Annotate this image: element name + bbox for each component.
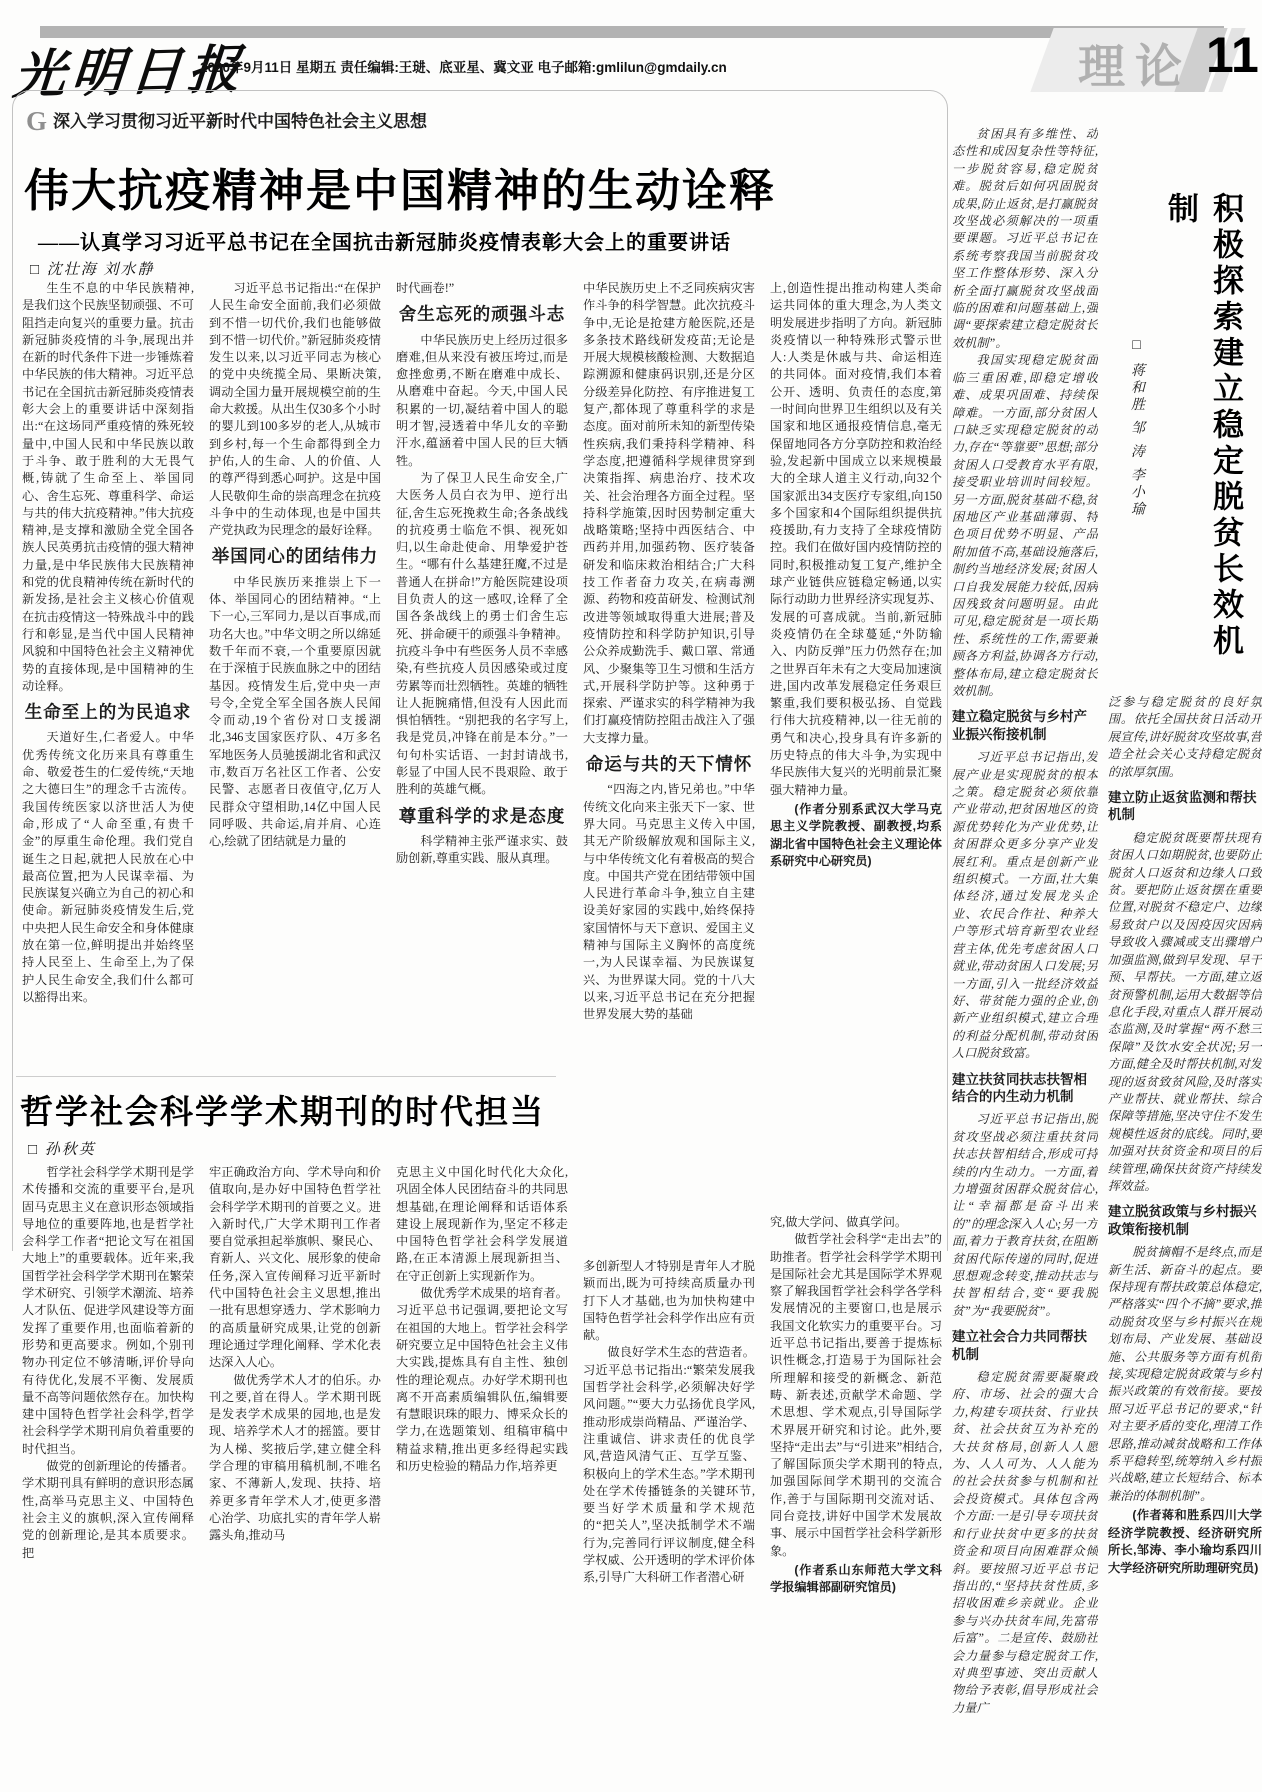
paragraph: 习近平总书记指出:“在保护人民生命安全面前,我们必须做到不惜一切代价,我们也能够做到不惜一切代价。”新冠肺炎疫情发生以来,以习近平同志为核心的党中央统揽全局、果断决策,调动全国力量开展规模空前的生命大救援。从出生仅30多个小时的婴儿到100多岁的老人,从城市到乡村,每一个生命都得到全力护佑,人的生命、人的价值、人的尊严得到悉心呵护。这是中国人民敬仰生命的崇高理念在抗疫斗争中的生动体现,也是中国共产党执政为民理念的最好诠释。 — [209, 281, 381, 538]
bottom-column-3 — [396, 1164, 568, 1784]
paragraph: “四海之内,皆兄弟也。”中华传统文化向来主张天下一家、世界大同。马克思主义传入中国,其无产阶级解放观和国际主义,与中华传统文化有着极高的契合度。中国共产党在团结带领中国人民进行革命斗争,独立自主建设美好家园的实践中,始终保持家国情怀与天下意识、爱国主义精神与国际主义胸怀的高度统一,为人民谋幸福、为民族谋复兴、为世界谋大同。党的十八大以来,习近平总书记在充分把握世界发展大势的基础 — [583, 782, 755, 1022]
paragraph: 生生不息的中华民族精神,是我们这个民族坚韧顽强、不可阻挡走向复兴的重要力量。抗击新冠肺炎疫情的斗争,展现出并在新的时代条件下进一步锤炼着中华民族的伟大精神。习近平总书记在全国抗击新冠肺炎疫情表彰大会上的重要讲话中深刻指出:“在这场同严重疫情的殊死较量中,中国人民和中华民族以敢于斗争、敢于胜利的大无畏气概,铸就了生命至上、举国同心、舍生忘死、尊重科学、命运与共的伟大抗疫精神。”伟大抗疫精神,是支撑和激励全党全国各族人民英勇抗击疫情的强大精神力量,是中华民族伟大民族精神和党的优良精神传统在新时代的新发扬,是社会主义核心价值观在抗击疫情这一特殊战斗中的践行和彰显,是当代中国人民精神风貌和中国特色社会主义精神优势的直接体现,是中国精神的生动诠释。 — [22, 281, 194, 693]
section-head: 命运与共的天下情怀 — [585, 754, 753, 775]
paragraph: 稳定脱贫既要帮扶现有贫困人口如期脱贫,也要防止脱贫人口返贫和边缘人口致贫。要把防止返贫摆在重要位置,对脱贫不稳定户、边缘易致贫户以及因疫因灾因病导致收入骤减或支出骤增户加强监测,做到早发现、早干预、早帮扶。一方面,建立返贫预警机制,运用大数据等信息化手段,对重点人群开展动态监测,及时掌握“两不愁三保障”及饮水安全状况;另一方面,健全及时帮扶机制,对发现的返贫致贫风险,及时落实产业帮扶、就业帮扶、综合保障等措施,坚决守住不发生规模性返贫的底线。同时,要加强对扶贫资金和项目的后续管理,确保扶贫资产持续发挥效益。 — [1108, 830, 1262, 1193]
section-head: 生命至上的为民追求 — [24, 702, 192, 723]
paragraph: 习近平总书记指出,发展产业是实现脱贫的根本之策。稳定脱贫必须依靠产业带动,把贫困地区的资源优势转化为产业优势,让贫困群众更多分享产业发展红利。重点是创新产业组织模式。一方面,壮大集体经济,通过发展龙头企业、农民合作社、种养大户等形式培育新型农业经营主体,优先考虑贫困人口就业,带动贫困人口发展;另一方面,引入一批经济效益好、带贫能力强的企业,创新产业组织模式,建立合理的利益分配机制,带动贫困人口脱贫致富。 — [952, 750, 1098, 1061]
bottom-column-1 — [22, 1164, 194, 1784]
paragraph: 牢正确政治方向、学术导向和价值取向,是办好中国特色哲学社会科学学术期刊的首要之义。进入新时代,广大学术期刊工作者要自觉承担起举旗帜、聚民心、育新人、兴文化、展形象的使命任务,深入宣传阐释习近平新时代中国特色社会主义思想,推出一批有思想穿透力、学术影响力的高质量研究成果,让党的创新理论通过学理化阐释、学术化表达深入人心。 — [209, 1165, 381, 1370]
paragraph: 上,创造性提出推动构建人类命运共同体的重大理念,为人类文明发展进步指明了方向。新冠肺炎疫情以一种特殊形式警示世人:人类是休戚与共、命运相连的共同体。面对疫情,我们本着公开、透明、负责任的态度,第一时间向世界卫生组织以及有关国家和地区通报疫情信息,毫无保留地同各方分享防控和救治经验,发起新中国成立以来规模最大的全球人道主义行动,向32个国家派出34支医疗专家组,向150多个国家和4个国际组织提供抗疫援助,有力支持了全球疫情防控。我们在做好国内疫情防控的同时,积极推动复工复产,维护全球产业链供应链稳定畅通,以实际行动助力世界经济实现复苏、发展的可喜成就。当前,新冠肺炎疫情仍在全球蔓延,“外防输入、内防反弹”压力仍然存在;加之世界百年未有之大变局加速演进,国内改革发展稳定任务艰巨繁重,我们要积极弘扬、自觉践行伟大抗疫精神,以一往无前的勇气和决心,投身具有许多新的历史特点的伟大斗争,为实现中华民族伟大复兴的光明前景汇聚强大精神力量。 — [770, 281, 942, 797]
paragraph: 究,做大学问、做真学问。 — [770, 1215, 908, 1229]
page-number: 11 — [1206, 27, 1259, 83]
bottom-article-title: 哲学社会科学学术期刊的时代担当 — [20, 1095, 545, 1131]
sidebar-title-vertical: 积极探索建立稳定脱贫长效机制 — [1163, 192, 1243, 660]
sidebar-byline-vertical: □ 蒋和胜 邹 涛 李小瑜 — [1129, 338, 1144, 518]
section-label: 理论 — [1078, 42, 1192, 94]
paragraph: 做优秀学术成果的培育者。习近平总书记强调,要把论文写在祖国的大地上。哲学社会科学研究要立足中国特色社会主义伟大实践,提炼具有自主性、独创性的理论观点。办好学术期刊也离不开高素质编辑队伍,编辑要有慧眼识珠的眼力、博采众长的学力,在选题策划、组稿审稿中精益求精,推出更多经得起实践和历史检验的精品力作,培养更 — [396, 1286, 568, 1474]
bottom-article-divider — [16, 1076, 556, 1077]
bottom-column-2 — [209, 1164, 381, 1784]
paragraph: 稳定脱贫需要凝聚政府、市场、社会的强大合力,构建专项扶贫、行业扶贫、社会扶贫互为补充的大扶贫格局,创新人人愿为、人人可为、人人能为的社会扶贫参与机制和社会投资模式。具体包含两个方面:一是引导专项扶贫和行业扶贫中更多的扶贫资金和项目向困难群众倾斜。要按照习近平总书记指出的,“坚持扶贫性质,多招收困难乡亲就业。企业参与兴办扶贫车间,先富带后富”。二是宣传、鼓励社会力量参与稳定脱贫工作,对典型事迹、突出贡献人物给予表彰,倡导形成社会力量广 — [952, 1370, 1098, 1715]
paragraph: 哲学社会科学学术期刊是学术传播和交流的重要平台,是巩固马克思主义在意识形态领域指导地位的重要阵地,也是哲学社会科学工作者“把论文写在祖国大地上”的重要载体。近年来,我国哲学社会科学学术期刊在繁荣学术研究、引领学术潮流、培养人才队伍、促进学风建设等方面发挥了重要作用,也面临着新的形势和更高要求。例如,个别刊物办刊定位不够清晰,评价导向有待优化,发展不平衡、发展质量不高等问题依然存在。加快构建中国特色哲学社会科学,哲学社会科学学术期刊肩负着重要的时代担当。 — [22, 1165, 194, 1456]
author-credit: (作者系山东师范大学文科学报编辑部副研究馆员) — [770, 1562, 942, 1595]
sidebar-column-a — [952, 126, 1098, 1786]
eyebrow-text: 深入学习贯彻习近平新时代中国特色社会主义思想 — [53, 112, 428, 131]
masthead-dateline: 2020年9月11日 星期五 责任编辑:王琎、底亚星、冀文亚 电子邮箱:gmlilun@gmdaily.cn — [200, 60, 727, 75]
paragraph: 做党的创新理论的传播者。学术期刊具有鲜明的意识形态属性,高举马克思主义、中国特色社会主义的旗帜,深入宣传阐释党的创新理论,是其本质要求。把 — [22, 1459, 194, 1560]
bottom-article-byline: □ 孙秋英 — [28, 1142, 96, 1158]
feature-headline: 伟大抗疫精神是中国精神的生动诠释 — [24, 166, 777, 216]
section-head: 举国同心的团结伟力 — [211, 546, 379, 567]
paragraph: 中华民族历史上经历过很多磨难,但从来没有被压垮过,而是愈挫愈勇,不断在磨难中成长、从磨难中奋起。今天,中国人民积累的一切,凝结着中国人的聪明才智,浸透着中华儿女的辛勤汗水,蕴涵着中国人民的巨大牺牲。 — [396, 332, 568, 468]
sidebar-column-b — [1108, 694, 1262, 1786]
paragraph: 泛参与稳定脱贫的良好氛围。依托全国扶贫日活动开展宣传,讲好脱贫攻坚故事,营造全社会关心支持稳定脱贫的浓厚氛围。 — [1108, 695, 1262, 779]
section-head: 建立防止返贫监测和帮扶机制 — [1108, 790, 1257, 823]
paragraph: 中华民族历来推崇上下一体、举国同心的团结精神。“上下一心,三军同力,是以百事成,而功名大也。”中华文明之所以绵延数千年而不衰,一个重要原因就在于深植于民族血脉之中的团结基因。疫情发生后,党中央一声号令,全党全军全国各族人民闻令而动,19个省份对口支援湖北,346支国家医疗队、4万多名军地医务人员驰援湖北省和武汉市,数百万名社区工作者、公安民警、志愿者日夜值守,亿万人民群众守望相助,14亿中国人民同呼吸、共命运,肩并肩、心连心,绘就了团结就是力量的 — [209, 574, 381, 849]
feature-column-5 — [770, 280, 942, 1205]
masthead-logo: 光明日报 — [10, 41, 249, 106]
section-head: 舍生忘死的顽强斗志 — [398, 304, 566, 325]
section-head: 建立脱贫政策与乡村振兴政策衔接机制 — [1108, 1204, 1257, 1237]
paragraph: 科学精神主张严谨求实、鼓励创新,尊重实践、服从真理。 — [396, 833, 568, 866]
section-head: 建立扶贫同扶志扶智相结合的内生动力机制 — [952, 1071, 1087, 1104]
paragraph: 我国实现稳定脱贫面临三重困难,即稳定增收难、成果巩固难、持续保障难。一方面,部分贫困人口缺乏实现稳定脱贫的动力,存在“等靠要”思想;部分贫困人口受教育水平有限,接受职业培训时间较短。另一方面,脱贫基础不稳,贫困地区产业基础薄弱、特色项目优势不明显、产品附加值不高,基础设施落后,制约当地经济发展;贫困人口自我发展能力较低,因病因残致贫问题明显。由此可见,稳定脱贫是一项长期性、系统性的工作,需要兼顾各方利益,协调各方行动,整体布局,建立稳定脱贫长效机制。 — [952, 353, 1098, 698]
feature-byline: □ 沈壮海 刘水静 — [30, 262, 155, 278]
author-credit: (作者分别系武汉大学马克思主义学院教授、副教授,均系湖北省中国特色社会主义理论体系研究中心研究员) — [770, 801, 942, 868]
paragraph: 时代画卷!” — [396, 281, 455, 295]
paragraph: 克思主义中国化时代化大众化,巩固全体人民团结奋斗的共同思想基础,在理论阐释和话语体系建设上展现新作为,坚定不移走中国特色哲学社会科学发展道路,在正本清源上展现新担当、在守正创新上实现新作为。 — [396, 1165, 568, 1283]
bottom-column-4 — [583, 1258, 755, 1784]
paragraph: 脱贫摘帽不是终点,而是新生活、新奋斗的起点。要保持现有帮扶政策总体稳定,严格落实“四个不摘”要求,推动脱贫攻坚与乡村振兴在规划布局、产业发展、基础设施、公共服务等方面有机衔接,实现稳定脱贫政策与乡村振兴政策的有效衔接。要按照习近平总书记的要求,“针对主要矛盾的变化,理清工作思路,推动减贫战略和工作体系平稳转型,统筹纳入乡村振兴战略,建立长短结合、标本兼治的体制机制”。 — [1108, 1245, 1262, 1503]
section-head: 建立稳定脱贫与乡村产业振兴衔接机制 — [952, 709, 1087, 742]
author-credit: (作者蒋和胜系四川大学经济学院教授、经济研究所所长,邹涛、李小瑜均系四川大学经济研究所助理研究员) — [1108, 1508, 1262, 1575]
paragraph: 做优秀学术人才的伯乐。办刊之要,首在得人。学术期刊既是发表学术成果的园地,也是发现、培养学术人才的摇篮。要甘为人梯、奖掖后学,建立健全科学合理的审稿用稿机制,不唯名家、不薄新人,发现、扶持、培养更多青年学术人才,使更多潜心治学、功底扎实的青年学人崭露头角,推动马 — [209, 1372, 381, 1543]
feature-column-2 — [209, 280, 381, 1072]
feature-column-1 — [22, 280, 194, 1072]
section-head: 建立社会合力共同帮扶机制 — [952, 1329, 1087, 1362]
feature-eyebrow — [26, 106, 427, 137]
bottom-column-5 — [770, 1214, 942, 1759]
paragraph: 做哲学社会科学“走出去”的助推者。哲学社会科学学术期刊是国际社会尤其是国际学术界观察了解我国哲学社会科学各学科发展情况的主要窗口,也是展示我国文化软实力的重要平台。习近平总书记指出,要善于提炼标识性概念,打造易于为国际社会所理解和接受的新概念、新范畴、新表述,贡献学术命题、学术思想、学术观点,引导国际学术界展开研究和讨论。此外,要坚持“走出去”与“引进来”相结合,了解国际顶尖学术期刊的特点,加强国际间学术期刊的交流合作,善于与国际期刊交流对话、同台竞技,讲好中国学术发展故事、展示中国哲学社会科学新形象。 — [770, 1232, 942, 1558]
paragraph: 习近平总书记指出,脱贫攻坚战必须注重扶贫同扶志扶智相结合,形成可持续的内生动力。一方面,着力增强贫困群众脱贫信心,让“幸福都是奋斗出来的”的理念深入人心;另一方面,着力于教育扶贫,在阻断贫困代际传递的同时,促进思想观念转变,推动扶志与扶智相结合,变“要我脱贫”为“我要脱贫”。 — [952, 1112, 1098, 1318]
feature-column-3 — [396, 280, 568, 1080]
feature-column-4 — [583, 280, 755, 1248]
paragraph: 做良好学术生态的营造者。习近平总书记指出:“繁荣发展我国哲学社会科学,必须解决好学风问题。”“要大力弘扬优良学风,推动形成崇尚精品、严谨治学、注重诚信、讲求责任的优良学风,营造风清气正、互学互鉴、积极向上的学术生态。”学术期刊处在学术传播链条的关键环节,要当好学术质量和学术规范的“把关人”,坚决抵制学术不端行为,完善同行评议制度,健全科学权威、公开透明的学术评价体系,引导广大科研工作者潜心研 — [583, 1345, 755, 1585]
paragraph: 贫困具有多维性、动态性和成因复杂性等特征,一步脱贫容易,稳定脱贫难。脱贫后如何巩固脱贫成果,防止返贫,是打赢脱贫攻坚战必须解决的一项重要课题。习近平总书记在系统考察我国当前脱贫攻坚工作整体形势、深入分析全面打赢脱贫攻坚战面临的困难和问题基础上,强调“要探索建立稳定脱贫长效机制”。 — [952, 127, 1098, 350]
paragraph: 天道好生,仁者爱人。中华优秀传统文化历来具有尊重生命、敬爱苍生的仁爱传统,“天地之大德曰生”的理念千古流传。我国传统医家以济世活人为使命,形成了“人命至重,有贵千金”的厚重生命伦理。我们党自诞生之日起,就把人民放在心中最高位置,把为人民谋幸福、为民族谋复兴确立为自己的初心和使命。新冠肺炎疫情发生后,党中央把人民生命安全和身体健康放在第一位,鲜明提出并始终坚持人民至上、生命至上,为了保护人民生命安全,我们什么都可以豁得出来。 — [22, 730, 194, 1004]
paragraph: 中华民族历史上不乏同疾病灾害作斗争的科学智慧。此次抗疫斗争中,无论是抢建方舱医院,还是多条技术路线研发疫苗;无论是开展大规模核酸检测、大数据追踪溯源和健康码识别,还是分区分级差异化防控、有序推进复工复产,都体现了尊重科学的求是态度。面对前所未知的新型传染性疾病,我们秉持科学精神、科学态度,把遵循科学规律贯穿到决策指挥、病患治疗、技术攻关、社会治理各方面全过程。坚持科学施策,因时因势制定重大战略策略;坚持中西医结合、中西药并用,加强药物、医疗装备研发和临床救治相结合;广大科技工作者奋力攻关,在病毒溯源、药物和疫苗研发、检测试剂改进等领域取得重大进展;普及疫情防控和科学防护知识,引导公众养成勤洗手、戴口罩、常通风、少聚集等卫生习惯和生活方式,开展科学防护等。这种勇于探索、严谨求实的科学精神为我们打赢疫情防控阻击战注入了强大支撑力量。 — [583, 281, 755, 745]
section-head: 尊重科学的求是态度 — [398, 805, 566, 826]
feature-subhead: ——认真学习习近平总书记在全国抗击新冠肺炎疫情表彰大会上的重要讲话 — [38, 232, 731, 254]
paragraph: 多创新型人才特别是青年人才脱颖而出,既为可持续高质量办刊打下人才基础,也为加快构建中国特色哲学社会科学作出应有贡献。 — [583, 1259, 755, 1343]
paragraph: 为了保卫人民生命安全,广大医务人员白衣为甲、逆行出征,舍生忘死挽救生命;各条战线的抗疫勇士临危不惧、视死如归,以生命赴使命、用挚爱护苍生。“哪有什么基建狂魔,不过是普通人在拼命!”方舱医院建设项目负责人的这一感叹,诠释了全国各条战线上的勇士们舍生忘死、拼命硬干的顽强斗争精神。抗疫斗争中有些医务人员不幸感染,有些抗疫人员因感染或过度劳累等而壮烈牺牲。英雄的牺牲让人扼腕痛惜,但没有人因此而惧怕牺牲。“别把我的名字写上,我是党员,冲锋在前是本分。”一句句朴实话语、一封封请战书,彰显了中国人民不畏艰险、敢于胜利的英雄气概。 — [396, 470, 568, 797]
guangming-g-icon: G — [26, 106, 48, 136]
